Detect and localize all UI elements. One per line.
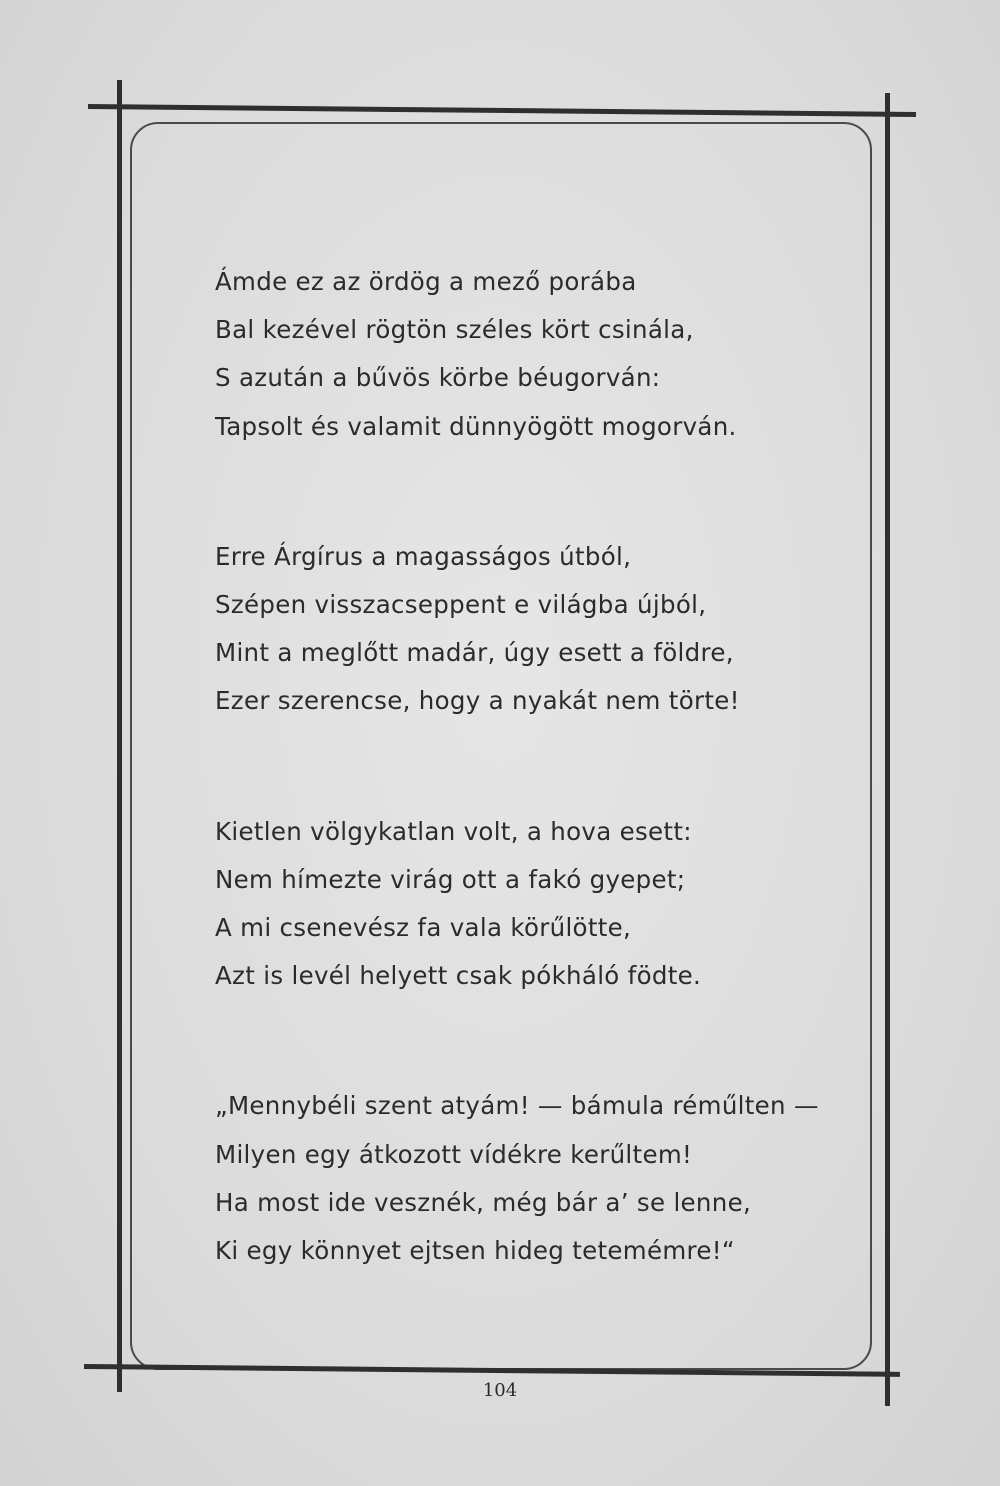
poem-line: Azt is levél helyett csak pókháló födte. bbox=[215, 961, 702, 991]
poem bbox=[215, 258, 835, 1357]
stanza-3 bbox=[215, 808, 835, 1001]
frame-right-line bbox=[885, 93, 890, 1406]
frame-top-line bbox=[88, 104, 916, 117]
stanza-2 bbox=[215, 533, 835, 726]
stanza-4 bbox=[215, 1082, 835, 1275]
poem-line: Nem hímezte virág ott a fakó gyepet; bbox=[215, 864, 686, 894]
poem-line: A mi csenevész fa vala körűlötte, bbox=[215, 913, 632, 943]
poem-line: Tapsolt és valamit dünnyögött mogorván. bbox=[215, 411, 737, 441]
poem-line: Szépen visszacseppent e világba újból, bbox=[215, 590, 707, 620]
poem-line: Ámde ez az ördög a mező porába bbox=[215, 267, 637, 296]
poem-line: Ha most ide vesznék, még bár a’ se lenne, bbox=[215, 1187, 752, 1217]
poem-line: „Mennybéli szent atyám! — bámula réműlten — bbox=[215, 1091, 819, 1121]
poem-line: Kietlen völgykatlan volt, a hova esett: bbox=[215, 816, 692, 846]
frame-left-line bbox=[117, 80, 122, 1392]
poem-line: Ki egy könnyet ejtsen hideg tetemémre!“ bbox=[215, 1236, 735, 1266]
poem-line: Milyen egy átkozott vídékre kerűltem! bbox=[215, 1139, 693, 1169]
poem-line: Mint a meglőtt madár, úgy esett a földre, bbox=[215, 638, 734, 668]
stanza-1 bbox=[215, 258, 835, 451]
poem-line: Erre Árgírus a magasságos útból, bbox=[215, 541, 632, 571]
poem-line: S azután a bűvös körbe béugorván: bbox=[215, 363, 661, 393]
poem-line: Ezer szerencse, hogy a nyakát nem törte! bbox=[215, 686, 740, 716]
poem-line: Bal kezével rögtön széles kört csinála, bbox=[215, 315, 694, 345]
page-number: 104 bbox=[482, 1380, 518, 1401]
